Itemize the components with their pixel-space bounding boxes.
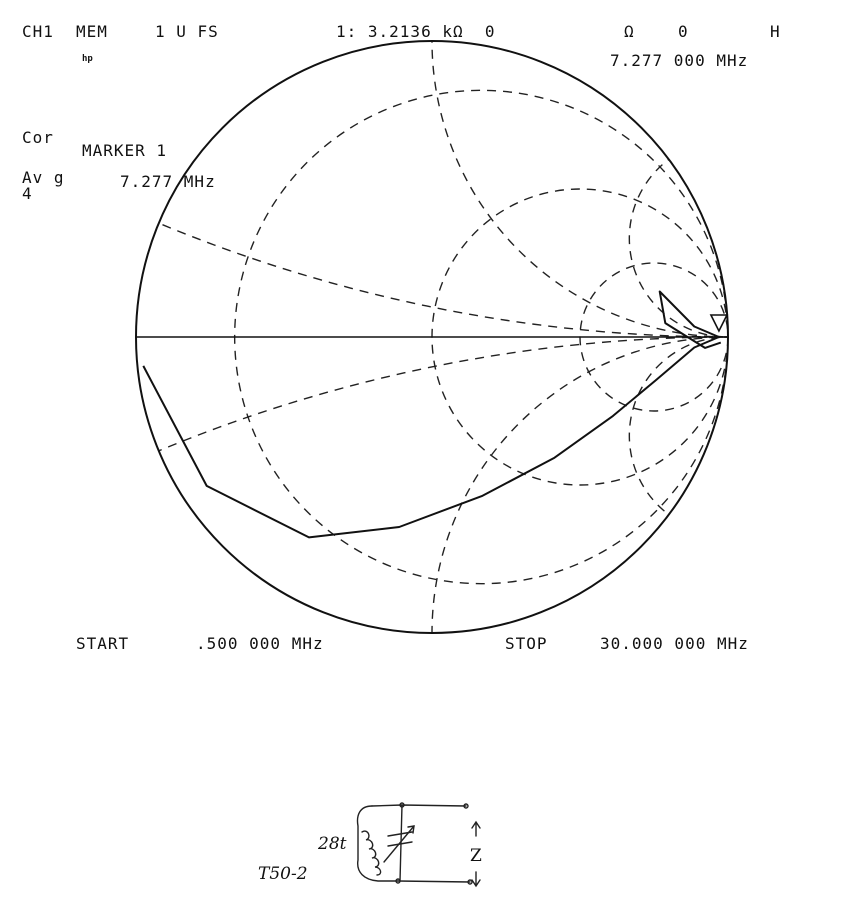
averaging-annotation: Av g (22, 168, 65, 187)
z-label: Z (470, 846, 482, 866)
mem-label: MEM (76, 22, 108, 41)
channel-label: CH1 (22, 22, 54, 41)
marker-readout: 1: 3.2136 kΩ 0 (336, 22, 496, 41)
core-label: T50-2 (258, 864, 308, 884)
reactance-value: 0 (678, 22, 689, 41)
turns-label: 28t (318, 834, 347, 854)
format-label: 1 U FS (155, 22, 219, 41)
correction-annotation: Cor (22, 128, 54, 147)
averaging-count: 4 (22, 184, 33, 203)
marker-frequency: 7.277 000 MHz (610, 51, 749, 70)
reactance-unit: Ω (624, 22, 635, 41)
stop-label: STOP (505, 634, 548, 653)
hp-logo: hp (82, 54, 93, 64)
start-value: .500 000 MHz (196, 634, 324, 653)
start-label: START (76, 634, 130, 653)
stop-value: 30.000 000 MHz (600, 634, 749, 653)
marker-label: MARKER 1 (82, 141, 168, 160)
marker-freq-label: 7.277 MHz (120, 172, 216, 191)
inductance-unit: H (770, 22, 781, 41)
